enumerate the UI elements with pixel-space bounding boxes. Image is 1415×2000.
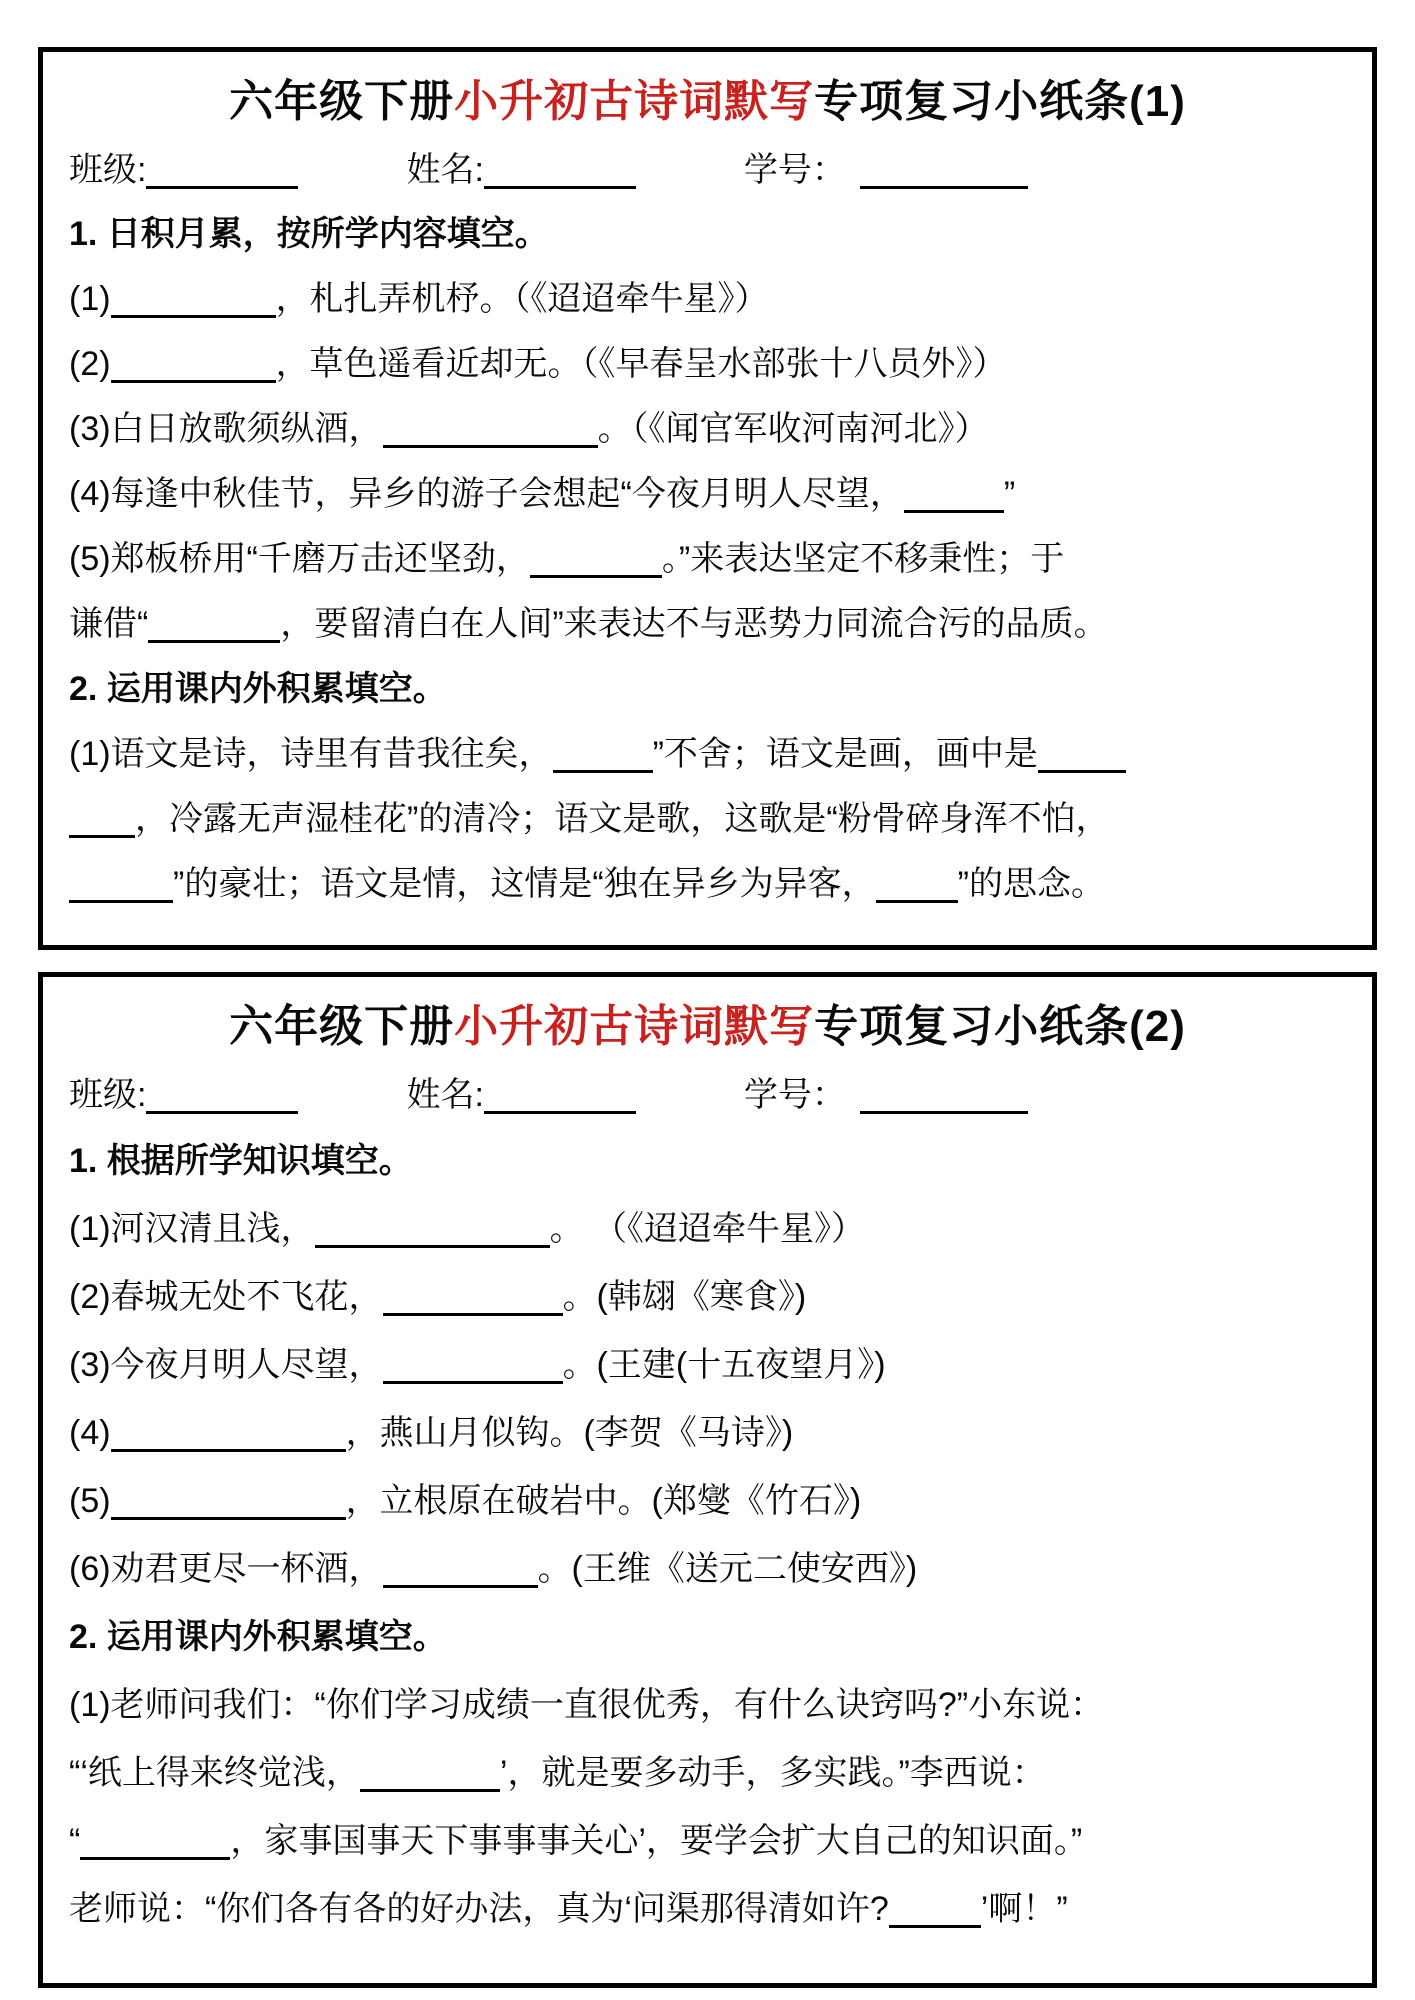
question-text: (6)劝君更尽一杯酒，: [69, 1550, 383, 1588]
fill-in-blank: [111, 1418, 346, 1452]
student-id-blank: [860, 1080, 1028, 1114]
fill-in-blank: [69, 869, 173, 903]
section-heading: [69, 657, 1346, 722]
question-text: (3)白日放歌须纵酒，: [69, 410, 383, 448]
sheet-2-title: [69, 991, 1346, 1063]
question-text: 。（《闻官军收河南河北》）: [597, 410, 989, 448]
student-info-row: [69, 1063, 1346, 1127]
question-text: (1)语文是诗，诗里有昔我往矣，: [69, 735, 553, 773]
question-text: 老师说：“你们各有各的好办法，真为‘问渠那得清如许?: [69, 1890, 889, 1928]
question-text: ’，就是要多动手，多实践。”李西说：: [499, 1754, 1046, 1792]
question-lines: [69, 1127, 1346, 1943]
fill-in-blank: [360, 1758, 500, 1792]
question-text: ”的思念。: [957, 865, 1105, 903]
question-text: ，草色遥看近却无。（《早春呈水部张十八员外》）: [275, 345, 1007, 383]
sheet-1-title: [69, 66, 1346, 138]
question-text: (4): [69, 1414, 111, 1452]
title-prefix: 六年级下册: [229, 77, 455, 126]
question-line: [69, 1535, 1346, 1603]
question-text: ’啊！”: [980, 1890, 1068, 1928]
fill-in-blank: [111, 349, 276, 383]
question-line: [69, 527, 1346, 592]
question-line: [69, 1195, 1346, 1263]
name-field: [406, 1063, 635, 1127]
class-field: [69, 138, 298, 202]
fill-in-blank: [80, 1826, 230, 1860]
question-line: [69, 1263, 1346, 1331]
question-text: (3)今夜月明人尽望，: [69, 1346, 383, 1384]
question-text: 。”来表达坚定不移秉性；于: [661, 540, 1065, 578]
student-info-row: [69, 138, 1346, 202]
question-text: 。(王建(十五夜望月》): [562, 1346, 886, 1384]
student-id-field: [744, 138, 1028, 202]
question-text: 2. 运用课内外积累填空。: [69, 1618, 447, 1656]
name-label: 姓名:: [406, 151, 484, 189]
class-blank: [146, 155, 298, 189]
question-line: [69, 462, 1346, 527]
question-line: [69, 1331, 1346, 1399]
question-text: ，燕山月似钩。(李贺《马诗》): [345, 1414, 794, 1452]
question-text: ，札扎弄机杼。（《迢迢牵牛星》）: [275, 280, 769, 318]
student-id-label: 学号：: [743, 151, 846, 189]
question-line: [69, 1875, 1346, 1943]
name-label: 姓名:: [406, 1076, 484, 1114]
question-text: “: [69, 1822, 81, 1860]
question-text: 1. 日积月累，按所学内容填空。: [69, 215, 549, 253]
class-label: 班级:: [69, 151, 147, 189]
question-text: ”不舍；语文是画，画中是: [652, 735, 1038, 773]
section-heading: [69, 202, 1346, 267]
question-text: 谦借“: [69, 605, 149, 643]
question-line: [69, 1739, 1346, 1807]
question-line: [69, 592, 1346, 657]
title-prefix: 六年级下册: [229, 1002, 455, 1051]
fill-in-blank: [553, 739, 653, 773]
fill-in-blank: [383, 1350, 563, 1384]
question-text: 2. 运用课内外积累填空。: [69, 670, 447, 708]
question-text: “‘纸上得来终觉浅，: [69, 1754, 360, 1792]
fill-in-blank: [383, 1554, 538, 1588]
section-heading: [69, 1127, 1346, 1195]
section-heading: [69, 1603, 1346, 1671]
question-line: [69, 1671, 1346, 1739]
student-id-field: [744, 1063, 1028, 1127]
question-text: ”的豪壮；语文是情，这情是“独在异乡为异客，: [173, 865, 876, 903]
question-line: [69, 267, 1346, 332]
question-line: [69, 1807, 1346, 1875]
fill-in-blank: [111, 1486, 346, 1520]
worksheet-card-1: [38, 47, 1377, 950]
question-text: 。(王维《送元二使安西》): [537, 1550, 918, 1588]
fill-in-blank: [148, 609, 280, 643]
question-text: (1)河汉清且浅，: [69, 1210, 315, 1248]
fill-in-blank: [1038, 739, 1126, 773]
question-text: (2)春城无处不飞花，: [69, 1278, 383, 1316]
question-text: ，要留清白在人间”来表达不与恶势力同流合污的品质。: [280, 605, 1108, 643]
fill-in-blank: [530, 544, 662, 578]
question-text: ，立根原在破岩中。(郑燮《竹石》): [345, 1482, 862, 1520]
fill-in-blank: [876, 869, 958, 903]
name-blank: [484, 155, 636, 189]
fill-in-blank: [111, 284, 276, 318]
fill-in-blank: [383, 1282, 563, 1316]
title-highlight: 小升初古诗词默写: [454, 77, 815, 126]
fill-in-blank: [69, 804, 135, 838]
question-text: 1. 根据所学知识填空。: [69, 1142, 413, 1180]
question-line: [69, 397, 1346, 462]
question-lines: [69, 202, 1346, 917]
question-text: ，冷露无声湿桂花”的清冷；语文是歌，这歌是“粉骨碎身浑不怕，: [135, 800, 1110, 838]
question-line: [69, 1467, 1346, 1535]
worksheet-card-2: [38, 972, 1377, 1988]
name-blank: [484, 1080, 636, 1114]
fill-in-blank: [383, 414, 598, 448]
question-text: (2): [69, 345, 111, 383]
title-highlight: 小升初古诗词默写: [454, 1002, 815, 1051]
question-text: 。 （《迢迢牵牛星》）: [549, 1210, 866, 1248]
question-text: (4)每逢中秋佳节，异乡的游子会想起“今夜月明人尽望，: [69, 475, 904, 513]
question-text: ”: [1003, 475, 1016, 513]
student-id-blank: [860, 155, 1028, 189]
name-field: [406, 138, 635, 202]
fill-in-blank: [904, 479, 1004, 513]
question-text: 。(韩翃《寒食》): [562, 1278, 807, 1316]
class-label: 班级:: [69, 1076, 147, 1114]
student-id-label: 学号：: [743, 1076, 846, 1114]
question-line: [69, 332, 1346, 397]
question-text: (1)老师问我们：“你们学习成绩一直很优秀，有什么诀窍吗?”小东说：: [69, 1686, 1105, 1724]
question-line: [69, 787, 1346, 852]
question-text: (1): [69, 280, 111, 318]
class-blank: [146, 1080, 298, 1114]
title-suffix: 专项复习小纸条(2): [814, 1002, 1186, 1051]
class-field: [69, 1063, 298, 1127]
title-suffix: 专项复习小纸条(1): [814, 77, 1186, 126]
question-text: (5)郑板桥用“千磨万击还坚劲，: [69, 540, 530, 578]
fill-in-blank: [889, 1894, 981, 1928]
fill-in-blank: [315, 1214, 550, 1248]
question-line: [69, 1399, 1346, 1467]
question-text: ，家事国事天下事事事关心’，要学会扩大自己的知识面。”: [230, 1822, 1083, 1860]
question-line: [69, 852, 1346, 917]
question-line: [69, 722, 1346, 787]
question-text: (5): [69, 1482, 111, 1520]
